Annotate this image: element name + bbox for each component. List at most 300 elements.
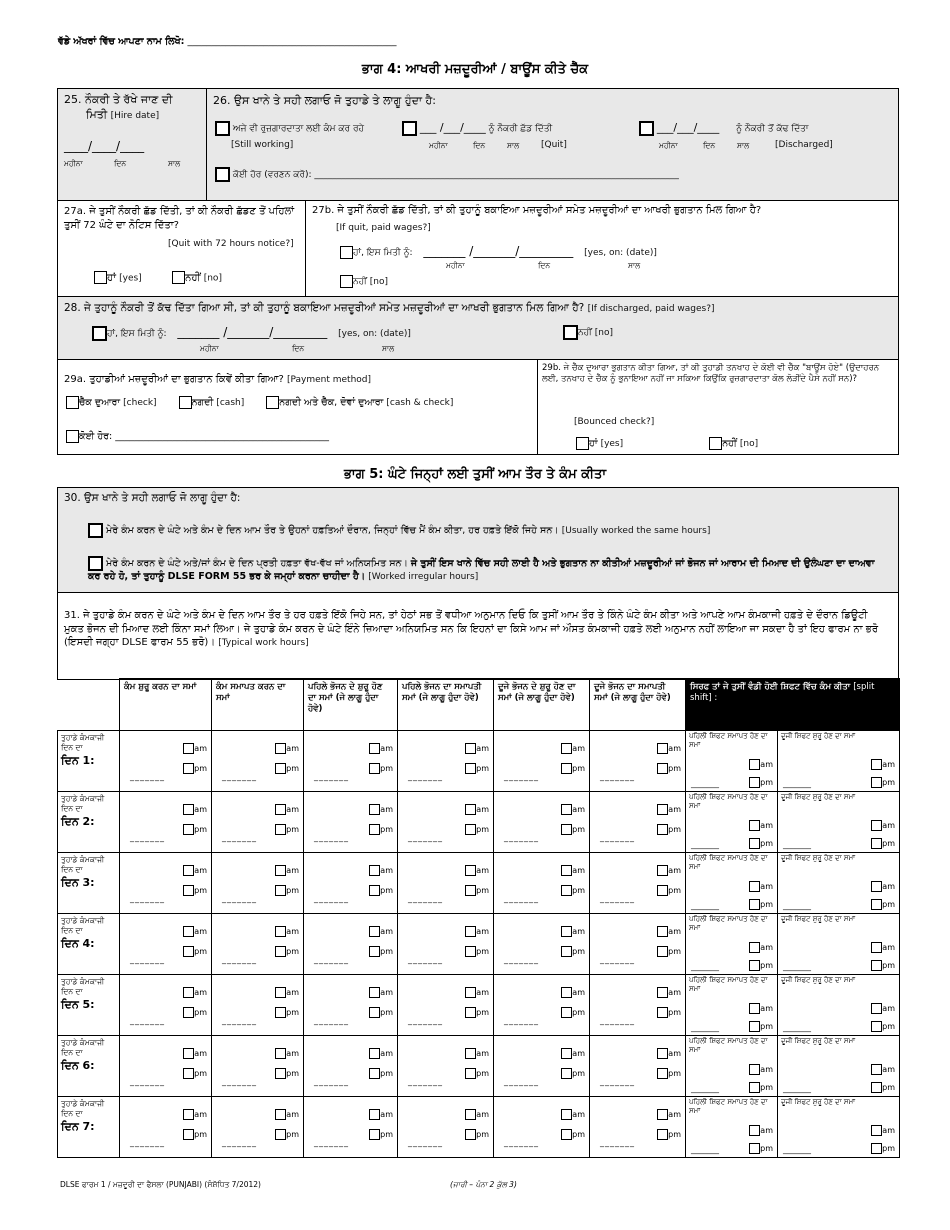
am-checkbox[interactable]: [465, 743, 476, 754]
pm-checkbox[interactable]: [657, 1129, 668, 1140]
time-field[interactable]: _______: [222, 771, 257, 781]
pm-checkbox[interactable]: [561, 946, 572, 957]
time-cell[interactable]: [212, 975, 304, 1036]
time-field[interactable]: _______: [504, 832, 539, 842]
time-field[interactable]: _______: [691, 901, 719, 910]
time-field[interactable]: _______: [314, 1137, 349, 1147]
pm-checkbox[interactable]: [465, 763, 476, 774]
am-checkbox[interactable]: [871, 942, 882, 953]
am-checkbox[interactable]: [369, 1048, 380, 1059]
pm-checkbox[interactable]: [183, 946, 194, 957]
pm-label: pm: [194, 1069, 207, 1078]
time-cell[interactable]: [494, 1036, 590, 1097]
am-checkbox[interactable]: [183, 1048, 194, 1059]
time-cell[interactable]: [590, 914, 686, 975]
time-cell[interactable]: [120, 731, 212, 792]
pm-checkbox[interactable]: [465, 946, 476, 957]
am-checkbox[interactable]: [657, 743, 668, 754]
am-checkbox[interactable]: [275, 926, 286, 937]
am-label: am: [380, 927, 393, 936]
time-cell[interactable]: [304, 975, 398, 1036]
pm-checkbox[interactable]: [561, 1068, 572, 1079]
am-checkbox[interactable]: [275, 804, 286, 815]
am-checkbox[interactable]: [749, 881, 760, 892]
am-checkbox[interactable]: [657, 1109, 668, 1120]
q27b-en: [If quit, paid wages?]: [336, 223, 431, 233]
am-label: am: [668, 988, 681, 997]
time-field[interactable]: _______: [130, 1076, 165, 1086]
time-cell[interactable]: [494, 914, 590, 975]
am-label: am: [380, 1110, 393, 1119]
am-checkbox[interactable]: [465, 987, 476, 998]
time-cell[interactable]: [590, 1097, 686, 1158]
time-field[interactable]: _______: [130, 954, 165, 964]
second-shift-start-cell[interactable]: [778, 975, 900, 1036]
am-checkbox[interactable]: [657, 987, 668, 998]
time-cell[interactable]: [304, 853, 398, 914]
am-checkbox[interactable]: [465, 926, 476, 937]
am-checkbox[interactable]: [871, 1003, 882, 1014]
pm-checkbox[interactable]: [275, 946, 286, 957]
q27b-day: ਦਿਨ: [538, 261, 551, 270]
q27b-label: 27b. ਜੇ ਤੁਸੀਂ ਨੌਕਰੀ ਛੱਡ ਦਿੱਤੀ, ਤਾਂ ਕੀ ਤੁਹਾਨੂੰ ਬਕਾਇਆ ਮਜ਼ਦੂਰੀਆਂ ਸਮੇਤ ਮਜ਼ਦੂਰੀਆਂ ਦਾ ਆਖਰੀ ਭੁਗਤਾਨ ਮਿਲ ਗਿਆ ਹੈ?: [312, 205, 762, 216]
am-checkbox[interactable]: [561, 1109, 572, 1120]
q29b-yes-checkbox[interactable]: [576, 437, 589, 450]
first-shift-end-cell[interactable]: [686, 914, 778, 975]
time-cell[interactable]: [590, 731, 686, 792]
pm-checkbox[interactable]: [871, 1143, 882, 1154]
time-field[interactable]: _______: [504, 1137, 539, 1147]
time-field[interactable]: _______: [408, 893, 443, 903]
time-cell[interactable]: [398, 914, 494, 975]
q29b-no-checkbox[interactable]: [709, 437, 722, 450]
am-checkbox[interactable]: [183, 865, 194, 876]
pm-checkbox[interactable]: [749, 1143, 760, 1154]
name-line: [58, 36, 396, 47]
pm-checkbox[interactable]: [275, 763, 286, 774]
second-shift-start-cell[interactable]: [778, 1036, 900, 1097]
pm-checkbox[interactable]: [369, 885, 380, 896]
time-field[interactable]: _______: [600, 893, 635, 903]
q29a-both-en: [cash & check]: [386, 398, 454, 408]
q28-no-en: [no]: [594, 328, 613, 338]
second-shift-start-cell[interactable]: [778, 853, 900, 914]
pm-checkbox[interactable]: [183, 824, 194, 835]
time-field[interactable]: _______: [222, 832, 257, 842]
q28-yes-checkbox[interactable]: [92, 326, 107, 341]
time-field[interactable]: _______: [504, 1015, 539, 1025]
time-cell[interactable]: [212, 853, 304, 914]
am-checkbox[interactable]: [369, 804, 380, 815]
pm-checkbox[interactable]: [275, 885, 286, 896]
name-field[interactable]: ____________________________________________: [187, 36, 397, 47]
am-checkbox[interactable]: [561, 1048, 572, 1059]
am-checkbox[interactable]: [561, 926, 572, 937]
same-hours-checkbox[interactable]: [88, 523, 103, 538]
am-label: am: [882, 882, 895, 891]
time-field[interactable]: _______: [691, 1023, 719, 1032]
cash-and-check-checkbox[interactable]: [266, 396, 279, 409]
pm-checkbox[interactable]: [749, 777, 760, 788]
time-field[interactable]: _______: [600, 832, 635, 842]
pm-checkbox[interactable]: [561, 824, 572, 835]
pm-checkbox[interactable]: [369, 1129, 380, 1140]
first-shift-end-cell[interactable]: [686, 792, 778, 853]
am-label: am: [380, 744, 393, 753]
time-field[interactable]: _______: [222, 1015, 257, 1025]
time-field[interactable]: _______: [783, 1023, 811, 1032]
time-cell[interactable]: [212, 914, 304, 975]
time-field[interactable]: _______: [783, 779, 811, 788]
pm-checkbox[interactable]: [465, 885, 476, 896]
time-field[interactable]: _______: [408, 1137, 443, 1147]
check-checkbox[interactable]: [66, 396, 79, 409]
time-field[interactable]: _______: [504, 771, 539, 781]
time-cell[interactable]: [120, 1036, 212, 1097]
pm-checkbox[interactable]: [369, 1007, 380, 1018]
time-field[interactable]: _______: [222, 893, 257, 903]
time-cell[interactable]: [398, 1097, 494, 1158]
split-header-en: [split shift] :: [690, 682, 875, 704]
time-cell[interactable]: [120, 1097, 212, 1158]
pm-checkbox[interactable]: [657, 885, 668, 896]
time-field[interactable]: _______: [222, 1137, 257, 1147]
time-field[interactable]: _______: [504, 893, 539, 903]
pm-label: pm: [882, 778, 895, 787]
time-field[interactable]: _______: [130, 893, 165, 903]
pm-checkbox[interactable]: [369, 1068, 380, 1079]
pm-checkbox[interactable]: [749, 1021, 760, 1032]
time-cell[interactable]: [398, 731, 494, 792]
pm-label: pm: [572, 1069, 585, 1078]
pm-checkbox[interactable]: [275, 1129, 286, 1140]
pm-label: pm: [760, 839, 773, 848]
pm-checkbox[interactable]: [465, 1007, 476, 1018]
time-field[interactable]: _______: [408, 1076, 443, 1086]
second-shift-start-cell[interactable]: [778, 731, 900, 792]
pm-label: pm: [668, 947, 681, 956]
am-checkbox[interactable]: [871, 1064, 882, 1075]
am-checkbox[interactable]: [369, 1109, 380, 1120]
time-field[interactable]: _______: [314, 954, 349, 964]
q27b-yes-checkbox[interactable]: [340, 246, 353, 259]
pm-checkbox[interactable]: [275, 824, 286, 835]
time-field[interactable]: _______: [691, 1084, 719, 1093]
q27a-no: ਨਹੀਂ: [185, 272, 201, 284]
time-field[interactable]: _______: [222, 954, 257, 964]
time-field[interactable]: _______: [600, 954, 635, 964]
time-field[interactable]: _______: [783, 962, 811, 971]
first-shift-end-cell[interactable]: [686, 731, 778, 792]
footer-form-id: DLSE ਫਾਰਮ 1 / ਮਜ਼ਦੂਰੀ ਦਾ ਫੈਸਲਾ (PUNJABI) (ਸੰਸ਼ੋਧਿਤ 7/2012): [60, 1180, 261, 1189]
am-checkbox[interactable]: [275, 743, 286, 754]
payment-other-field[interactable]: _____________________________________________: [115, 431, 330, 442]
am-label: am: [286, 744, 299, 753]
second-shift-start-cell[interactable]: [778, 1097, 900, 1158]
time-field[interactable]: _______: [314, 832, 349, 842]
q28-no-checkbox[interactable]: [563, 325, 578, 340]
time-cell[interactable]: [494, 975, 590, 1036]
pm-checkbox[interactable]: [871, 960, 882, 971]
pm-checkbox[interactable]: [465, 1068, 476, 1079]
pm-checkbox[interactable]: [871, 838, 882, 849]
time-field[interactable]: _______: [314, 1076, 349, 1086]
am-checkbox[interactable]: [183, 926, 194, 937]
time-cell[interactable]: [120, 792, 212, 853]
q29b-no-en: [no]: [739, 439, 759, 449]
q26-opt1-en: [Still working]: [231, 140, 294, 150]
am-checkbox[interactable]: [871, 759, 882, 770]
second-shift-start-cell[interactable]: [778, 792, 900, 853]
pm-checkbox[interactable]: [871, 1021, 882, 1032]
time-field[interactable]: _______: [600, 1076, 635, 1086]
time-field[interactable]: _______: [130, 771, 165, 781]
time-field[interactable]: _______: [408, 832, 443, 842]
time-cell[interactable]: [304, 1097, 398, 1158]
pm-label: pm: [882, 1022, 895, 1031]
pm-checkbox[interactable]: [657, 824, 668, 835]
cash-checkbox[interactable]: [179, 396, 192, 409]
q27a-en: [Quit with 72 hours notice?]: [168, 239, 294, 249]
am-checkbox[interactable]: [657, 1048, 668, 1059]
am-checkbox[interactable]: [749, 1125, 760, 1136]
pm-checkbox[interactable]: [561, 885, 572, 896]
am-label: am: [476, 1049, 489, 1058]
pm-checkbox[interactable]: [657, 946, 668, 957]
pm-checkbox[interactable]: [369, 824, 380, 835]
other-description-field[interactable]: _________________________________________________________________________________: [314, 170, 679, 180]
pm-checkbox[interactable]: [369, 946, 380, 957]
time-cell[interactable]: [212, 1097, 304, 1158]
am-checkbox[interactable]: [465, 865, 476, 876]
am-checkbox[interactable]: [749, 759, 760, 770]
time-cell[interactable]: [590, 975, 686, 1036]
time-field[interactable]: _______: [314, 1015, 349, 1025]
am-checkbox[interactable]: [275, 1048, 286, 1059]
q27b-year: ਸਾਲ: [628, 261, 641, 270]
q27a-no-checkbox[interactable]: [172, 271, 185, 284]
first-shift-end-label: ਪਹਿਲੀ ਸ਼ਿਫਟ ਸਮਾਪਤ ਹੋਣ ਦਾ ਸਮਾਂ: [689, 915, 768, 932]
pm-checkbox[interactable]: [749, 960, 760, 971]
time-field[interactable]: _______: [408, 1015, 443, 1025]
am-label: am: [668, 866, 681, 875]
q31-en: [Typical work hours]: [218, 638, 309, 648]
pm-checkbox[interactable]: [561, 1129, 572, 1140]
am-checkbox[interactable]: [275, 865, 286, 876]
pm-checkbox[interactable]: [465, 824, 476, 835]
q27a-no-en: [no]: [203, 273, 222, 284]
time-field[interactable]: _______: [691, 1145, 719, 1154]
am-checkbox[interactable]: [561, 987, 572, 998]
time-field[interactable]: _______: [130, 1137, 165, 1147]
time-cell[interactable]: [120, 914, 212, 975]
time-field[interactable]: _______: [314, 893, 349, 903]
time-field[interactable]: _______: [691, 962, 719, 971]
header-split-shift: [686, 679, 900, 731]
pm-checkbox[interactable]: [183, 1007, 194, 1018]
am-checkbox[interactable]: [465, 1109, 476, 1120]
time-cell[interactable]: [212, 1036, 304, 1097]
am-checkbox[interactable]: [465, 1048, 476, 1059]
am-checkbox[interactable]: [749, 1003, 760, 1014]
pm-checkbox[interactable]: [657, 1068, 668, 1079]
q25-day: ਦਿਨ: [114, 159, 127, 168]
quit-checkbox[interactable]: [402, 121, 417, 136]
am-checkbox[interactable]: [369, 743, 380, 754]
quit-date-field[interactable]: ___ /___/____: [419, 121, 486, 134]
first-shift-end-cell[interactable]: [686, 1036, 778, 1097]
hire-date-field[interactable]: ____/____/____: [64, 139, 145, 153]
time-cell[interactable]: [120, 853, 212, 914]
time-cell[interactable]: [494, 792, 590, 853]
pm-checkbox[interactable]: [275, 1007, 286, 1018]
am-checkbox[interactable]: [749, 820, 760, 831]
pm-checkbox[interactable]: [749, 899, 760, 910]
am-checkbox[interactable]: [369, 926, 380, 937]
day-prefix: ਤੁਹਾਡੇ ਕੰਮਕਾਜੀ ਦਿਨ ਦਾ: [61, 1099, 105, 1118]
time-field[interactable]: _______: [783, 1145, 811, 1154]
time-field[interactable]: _______: [408, 771, 443, 781]
pm-checkbox[interactable]: [183, 885, 194, 896]
q26-opt3-en: [Discharged]: [775, 140, 833, 150]
am-label: am: [194, 927, 207, 936]
day-label: [58, 1097, 120, 1158]
pm-label: pm: [476, 764, 489, 773]
time-cell[interactable]: [590, 792, 686, 853]
time-cell[interactable]: [494, 731, 590, 792]
pm-checkbox[interactable]: [465, 1129, 476, 1140]
time-cell[interactable]: [212, 792, 304, 853]
first-shift-end-label: ਪਹਿਲੀ ਸ਼ਿਫਟ ਸਮਾਪਤ ਹੋਣ ਦਾ ਸਮਾਂ: [689, 1098, 768, 1115]
time-cell[interactable]: [398, 853, 494, 914]
pm-checkbox[interactable]: [275, 1068, 286, 1079]
am-checkbox[interactable]: [369, 987, 380, 998]
am-label: am: [760, 1065, 773, 1074]
time-field[interactable]: _______: [600, 771, 635, 781]
am-checkbox[interactable]: [561, 804, 572, 815]
time-field[interactable]: _______: [600, 1015, 635, 1025]
first-shift-end-cell[interactable]: [686, 1097, 778, 1158]
am-checkbox[interactable]: [871, 881, 882, 892]
discharged-checkbox[interactable]: [639, 121, 654, 136]
q27b-no-checkbox[interactable]: [340, 275, 353, 288]
first-shift-end-cell[interactable]: [686, 853, 778, 914]
am-checkbox[interactable]: [183, 804, 194, 815]
am-checkbox[interactable]: [871, 820, 882, 831]
am-checkbox[interactable]: [749, 942, 760, 953]
time-cell[interactable]: [398, 1036, 494, 1097]
pm-checkbox[interactable]: [183, 1068, 194, 1079]
am-checkbox[interactable]: [275, 987, 286, 998]
pm-checkbox[interactable]: [183, 1129, 194, 1140]
time-cell[interactable]: [304, 792, 398, 853]
time-cell[interactable]: [494, 853, 590, 914]
am-checkbox[interactable]: [871, 1125, 882, 1136]
time-field[interactable]: _______: [783, 1084, 811, 1093]
discharged-date-field[interactable]: ___/___/____: [656, 121, 720, 134]
pm-checkbox[interactable]: [749, 1082, 760, 1093]
am-checkbox[interactable]: [561, 743, 572, 754]
pm-checkbox[interactable]: [657, 1007, 668, 1018]
pm-checkbox[interactable]: [749, 838, 760, 849]
day-prefix: ਤੁਹਾਡੇ ਕੰਮਕਾਜੀ ਦਿਨ ਦਾ: [61, 916, 105, 935]
time-cell[interactable]: [304, 1036, 398, 1097]
other-checkbox[interactable]: [215, 167, 230, 182]
time-field[interactable]: _______: [130, 832, 165, 842]
pm-checkbox[interactable]: [369, 763, 380, 774]
time-field[interactable]: _______: [222, 1076, 257, 1086]
am-checkbox[interactable]: [657, 926, 668, 937]
time-cell[interactable]: [398, 975, 494, 1036]
am-checkbox[interactable]: [369, 865, 380, 876]
still-working-checkbox[interactable]: [215, 121, 230, 136]
time-field[interactable]: _______: [504, 1076, 539, 1086]
am-checkbox[interactable]: [275, 1109, 286, 1120]
am-checkbox[interactable]: [561, 865, 572, 876]
q26-year-b: ਸਾਲ: [737, 141, 750, 150]
pm-label: pm: [380, 947, 393, 956]
table-row: [58, 792, 900, 853]
q28-label: 28. ਜੇ ਤੁਹਾਨੂੰ ਨੌਕਰੀ ਤੋਂ ਕੱਢ ਦਿੱਤਾ ਗਿਆ ਸੀ, ਤਾਂ ਕੀ ਤੁਹਾਨੂੰ ਬਕਾਇਆ ਮਜ਼ਦੂਰੀਆਂ ਸਮੇਤ ਮਜ਼ਦੂਰੀਆਂ ਦਾ ਆਖਰੀ ਭੁਗਤਾਨ ਮਿਲ ਗਿਆ ਹੈ?: [64, 302, 585, 314]
q27b-date-field[interactable]: _______ /_______/_________: [423, 244, 574, 258]
time-cell[interactable]: [590, 853, 686, 914]
time-cell[interactable]: [494, 1097, 590, 1158]
time-field[interactable]: _______: [504, 954, 539, 964]
irregular-hours-checkbox[interactable]: [88, 556, 103, 571]
time-field[interactable]: _______: [314, 771, 349, 781]
am-label: am: [668, 744, 681, 753]
q27a-yes-checkbox[interactable]: [94, 271, 107, 284]
time-cell[interactable]: [212, 731, 304, 792]
time-cell[interactable]: [120, 975, 212, 1036]
first-shift-end-cell[interactable]: [686, 975, 778, 1036]
am-label: am: [882, 821, 895, 830]
q29a-other: ਕੋਈ ਹੋਰ:: [79, 431, 113, 442]
time-cell[interactable]: [398, 792, 494, 853]
time-field[interactable]: _______: [691, 840, 719, 849]
q29a-check: ਚੈੱਕ ਦੁਆਰਾ: [79, 397, 121, 408]
time-field[interactable]: _______: [691, 779, 719, 788]
time-cell[interactable]: [304, 914, 398, 975]
am-checkbox[interactable]: [183, 1109, 194, 1120]
am-checkbox[interactable]: [183, 987, 194, 998]
am-checkbox[interactable]: [657, 804, 668, 815]
second-shift-start-cell[interactable]: [778, 914, 900, 975]
am-checkbox[interactable]: [749, 1064, 760, 1075]
time-field[interactable]: _______: [783, 840, 811, 849]
time-field[interactable]: _______: [408, 954, 443, 964]
time-field[interactable]: _______: [783, 901, 811, 910]
pm-checkbox[interactable]: [183, 763, 194, 774]
pm-checkbox[interactable]: [871, 899, 882, 910]
split-header-text: ਸਿਰਫ ਤਾਂ ਜੇ ਤੁਸੀਂ ਵੰਡੀ ਹੋਈ ਸ਼ਿਫਟ ਵਿੱਚ ਕੰਮ ਕੀਤਾ: [690, 682, 851, 692]
pm-checkbox[interactable]: [561, 763, 572, 774]
pm-checkbox[interactable]: [871, 1082, 882, 1093]
pm-checkbox[interactable]: [561, 1007, 572, 1018]
time-cell[interactable]: [590, 1036, 686, 1097]
pm-checkbox[interactable]: [871, 777, 882, 788]
am-checkbox[interactable]: [657, 865, 668, 876]
q28-date-field[interactable]: _______ /_______/_________: [177, 325, 328, 339]
am-label: am: [380, 988, 393, 997]
time-field[interactable]: _______: [130, 1015, 165, 1025]
payment-other-checkbox[interactable]: [66, 430, 79, 443]
am-checkbox[interactable]: [465, 804, 476, 815]
time-field[interactable]: _______: [600, 1137, 635, 1147]
pm-checkbox[interactable]: [657, 763, 668, 774]
time-cell[interactable]: [304, 731, 398, 792]
am-checkbox[interactable]: [183, 743, 194, 754]
